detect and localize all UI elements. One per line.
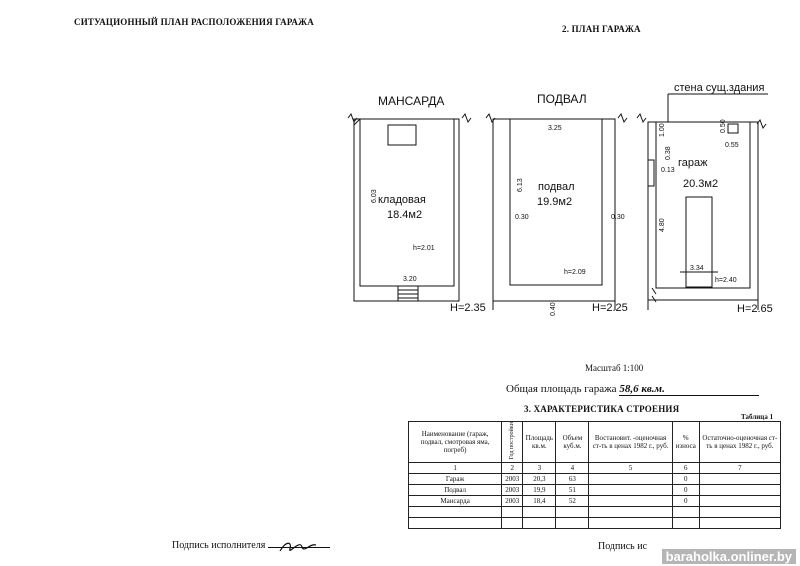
header-area: Площадь кв.м. (523, 422, 556, 463)
garage-height-inner: h=2.40 (715, 277, 737, 284)
table-row (409, 474, 781, 485)
header-year (502, 422, 523, 463)
signature-left-label: Подпись исполнителя (172, 540, 266, 551)
table-cell (699, 485, 780, 496)
table-row (409, 496, 781, 507)
characteristics-table (408, 421, 781, 529)
garage-plan (637, 94, 768, 310)
table-cell: 0 (672, 485, 699, 496)
table-cell (699, 474, 780, 485)
table-cell (589, 496, 672, 507)
signature-left (172, 540, 330, 551)
basement-height-outer: H=2.25 (592, 302, 628, 314)
table-cell: 18,4 (523, 496, 556, 507)
basement-dim-top: 3.25 (548, 125, 562, 132)
table-cell (409, 518, 502, 529)
table-cell: 63 (556, 474, 589, 485)
table-cell: 51 (556, 485, 589, 496)
garage-height-outer: H=2.65 (737, 303, 773, 315)
table-cell: Подвал (409, 485, 502, 496)
table-cell: 19,9 (523, 485, 556, 496)
table-cell (556, 518, 589, 529)
garage-dim-width: 3.34 (690, 265, 704, 272)
mansard-room: кладовая (378, 194, 426, 206)
table-cell: 6 (672, 463, 699, 474)
table-cell: 5 (589, 463, 672, 474)
signature-scribble-icon (278, 539, 318, 555)
section3-title: 3. ХАРАКТЕРИСТИКА СТРОЕНИЯ (524, 404, 680, 414)
signature-left-line (268, 547, 330, 548)
basement-dim-left: 0.30 (515, 214, 529, 221)
basement-dim-side: 6.13 (517, 178, 524, 192)
table-cell (672, 518, 699, 529)
total-area-label: Общая площадь гаража (506, 383, 617, 395)
basement-dim-bottom: 0.40 (550, 302, 557, 316)
basement-area: 19.9м2 (537, 196, 573, 208)
table-cell: 7 (699, 463, 780, 474)
table-header-row (409, 422, 781, 463)
table-cell: 2003 (502, 485, 523, 496)
garage-plan-heading: 2. ПЛАН ГАРАЖА (562, 24, 641, 34)
table-cell (589, 507, 672, 518)
signature-right (598, 541, 647, 552)
table-cell (523, 507, 556, 518)
table-label: Таблица 1 (741, 413, 774, 421)
table-cell (699, 496, 780, 507)
mansard-dim-side: 6.03 (371, 189, 378, 203)
table-row (409, 518, 781, 529)
table-cell (502, 518, 523, 529)
header-name: Наименование (гараж, подвал, смотровая яма, погреб) (409, 422, 502, 463)
table-cell: 0 (672, 474, 699, 485)
header-year-text: Год постройки (509, 422, 516, 460)
table-cell (409, 507, 502, 518)
header-residual-cost: Остаточно-оценочная ст-ть в ценах 1982 г., руб. (699, 422, 780, 463)
garage-dim-e: 0.55 (725, 142, 739, 149)
garage-room: гараж (678, 157, 708, 169)
table-cell (502, 507, 523, 518)
situational-plan-heading: СИТУАЦИОННЫЙ ПЛАН РАСПОЛОЖЕНИЯ ГАРАЖА (74, 17, 314, 27)
table-cell: 3 (523, 463, 556, 474)
mansard-height-inner: h=2.01 (413, 245, 435, 252)
table-cell: Мансарда (409, 496, 502, 507)
table-cell: 20,3 (523, 474, 556, 485)
garage-wall-label: стена сущ.здания (674, 82, 765, 94)
garage-dim-c: 0.13 (661, 167, 675, 174)
table-cell (699, 507, 780, 518)
table-cell (589, 485, 672, 496)
table-cell: 2 (502, 463, 523, 474)
table-cell (589, 474, 672, 485)
mansard-dim-bottom: 3.20 (403, 276, 417, 283)
signature-right-label: Подпись ис (598, 541, 648, 552)
basement-plan (486, 114, 627, 310)
table-cell (589, 518, 672, 529)
header-volume: Объем куб.м. (556, 422, 589, 463)
table-cell (556, 507, 589, 518)
mansard-area: 18.4м2 (387, 209, 423, 221)
table-cell: 1 (409, 463, 502, 474)
table-cell: 0 (672, 496, 699, 507)
total-area-value: 58,6 кв.м. (619, 383, 759, 396)
garage-area: 20.3м2 (683, 178, 719, 190)
mansard-title: МАНСАРДА (378, 94, 445, 108)
basement-room: подвал (538, 181, 575, 193)
table-cell (699, 518, 780, 529)
garage-dim-b: 0.38 (665, 146, 672, 160)
header-wear: % износа (672, 422, 699, 463)
basement-dim-right: 0.30 (611, 214, 625, 221)
basement-title: ПОДВАЛ (537, 92, 587, 106)
table-cell: 4 (556, 463, 589, 474)
mansard-plan (348, 114, 471, 301)
header-restoration-cost: Востановит. -оценочная ст-ть в ценах 1982 г., руб. (589, 422, 672, 463)
garage-dim-d: 0.50 (720, 119, 727, 133)
table-cell: 2003 (502, 474, 523, 485)
table-number-row (409, 463, 781, 474)
scale-text: Масштаб 1:100 (585, 363, 644, 373)
table-cell: 2003 (502, 496, 523, 507)
table-row (409, 507, 781, 518)
table-cell: 52 (556, 496, 589, 507)
basement-height-inner: h=2.09 (564, 269, 586, 276)
table-cell (523, 518, 556, 529)
table-cell (672, 507, 699, 518)
watermark: baraholka.onliner.by (662, 549, 796, 564)
table-row (409, 485, 781, 496)
garage-dim-a: 1.00 (659, 123, 666, 137)
garage-dim-side: 4.80 (659, 218, 666, 232)
table-cell: Гараж (409, 474, 502, 485)
mansard-height-outer: H=2.35 (450, 302, 486, 314)
total-area (506, 383, 759, 396)
